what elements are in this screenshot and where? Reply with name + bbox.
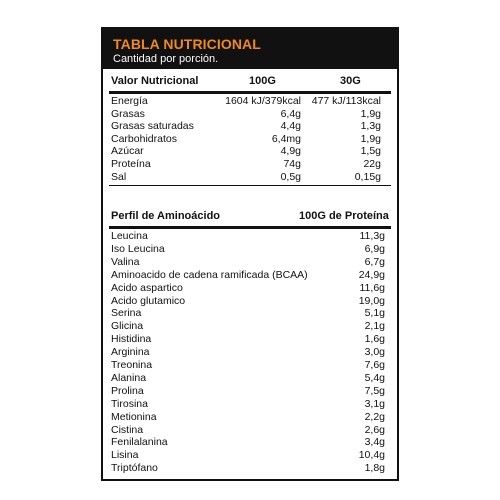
amino-row-value: 2,1g xyxy=(364,320,385,333)
nutrition-row-30g: 1,9g xyxy=(360,132,381,145)
nutrition-row-30g: 477 kJ/113kcal xyxy=(311,95,381,107)
amino-row-name: Prolina xyxy=(111,384,144,397)
amino-row-value: 1,8g xyxy=(364,462,385,475)
amino-row-value: 3,4g xyxy=(364,436,385,449)
table-title: TABLA NUTRICIONAL xyxy=(113,36,261,52)
nutrition-row-30g: 1,9g xyxy=(360,107,381,120)
amino-row-name: Iso Leucina xyxy=(111,242,165,255)
table-header-bar xyxy=(103,29,397,69)
amino-row-value: 7,5g xyxy=(364,384,385,397)
nutrition-row-name: Proteína xyxy=(111,158,151,170)
amino-row-name: Histidina xyxy=(111,333,152,346)
nutrition-row-name: Azúcar xyxy=(111,145,144,158)
amino-row-value: 7,6g xyxy=(364,359,385,371)
nutrition-table-panel xyxy=(101,27,399,481)
nutrition-row-name: Sal xyxy=(111,170,127,183)
amino-row-name: Aminoacido de cadena ramificada (BCAA) xyxy=(111,268,308,281)
nutrition-row-name: Grasas saturadas xyxy=(111,120,194,133)
amino-col-value: 100G de Proteína xyxy=(299,210,389,222)
nutrition-row-name: Carbohidratos xyxy=(111,132,177,145)
nutrition-row-100g: 6,4mg xyxy=(271,132,301,145)
amino-col-label: Perfil de Aminoácido xyxy=(111,210,221,222)
amino-row-name: Acido aspartico xyxy=(111,281,183,294)
amino-row-name: Lisina xyxy=(111,449,139,462)
amino-row-name: Triptófano xyxy=(111,462,158,475)
nutrition-col-100g: 100G xyxy=(249,75,276,87)
amino-row-name: Cistina xyxy=(111,423,144,436)
nutrition-header-rule xyxy=(109,91,391,94)
amino-row-value: 6,9g xyxy=(364,242,385,255)
amino-row-value: 19,0g xyxy=(358,294,385,307)
amino-row-name: Glicina xyxy=(111,320,144,333)
nutrition-row-30g: 1,5g xyxy=(360,145,381,158)
table-subtitle: Cantidad por porción. xyxy=(113,53,219,65)
amino-row-name: Serina xyxy=(111,307,142,320)
amino-row-name: Arginina xyxy=(111,346,150,359)
amino-row-name: Metionina xyxy=(111,410,157,423)
amino-row-value: 5,1g xyxy=(364,307,385,320)
amino-row-name: Alanina xyxy=(111,371,147,384)
nutrition-row-100g: 74g xyxy=(283,158,301,170)
amino-row-name: Treonina xyxy=(111,359,153,371)
amino-row-value: 10,4g xyxy=(358,449,385,462)
nutrition-row-name: Grasas xyxy=(111,107,145,120)
nutrition-row-100g: 0,5g xyxy=(280,170,301,183)
nutrition-row-100g: 4,4g xyxy=(280,120,301,133)
amino-row-name: Fenilalanina xyxy=(111,436,168,449)
amino-row-name: Acido glutamico xyxy=(111,294,186,307)
amino-row-value: 2,2g xyxy=(364,410,385,423)
amino-header-rule xyxy=(109,226,391,229)
amino-row-value: 3,1g xyxy=(364,397,385,410)
amino-row-value: 3,0g xyxy=(364,346,385,359)
amino-row-value: 1,6g xyxy=(364,333,385,346)
amino-row-value: 2,6g xyxy=(364,423,385,436)
amino-row-name: Leucina xyxy=(111,230,148,242)
nutrition-row-30g: 1,3g xyxy=(360,120,381,133)
amino-row-value: 5,4g xyxy=(364,371,385,384)
amino-row-name: Valina xyxy=(111,255,140,268)
amino-row-value: 11,3g xyxy=(359,230,385,242)
amino-row-value: 11,6g xyxy=(359,281,385,294)
nutrition-row-name: Energía xyxy=(111,95,148,107)
nutrition-row-100g: 4,9g xyxy=(280,145,301,158)
nutrition-col-label: Valor Nutricional xyxy=(111,75,199,87)
nutrition-col-30g: 30G xyxy=(340,75,361,87)
nutrition-row-30g: 0,15g xyxy=(354,170,381,183)
nutrition-row-100g: 1604 kJ/379kcal xyxy=(225,95,301,107)
nutrition-bottom-rule xyxy=(109,185,391,186)
amino-row-name: Tirosina xyxy=(111,397,148,410)
nutrition-row-100g: 6,4g xyxy=(280,107,301,120)
amino-row-value: 6,7g xyxy=(364,255,385,268)
amino-row-value: 24,9g xyxy=(358,268,385,281)
nutrition-row-30g: 22g xyxy=(363,158,381,170)
